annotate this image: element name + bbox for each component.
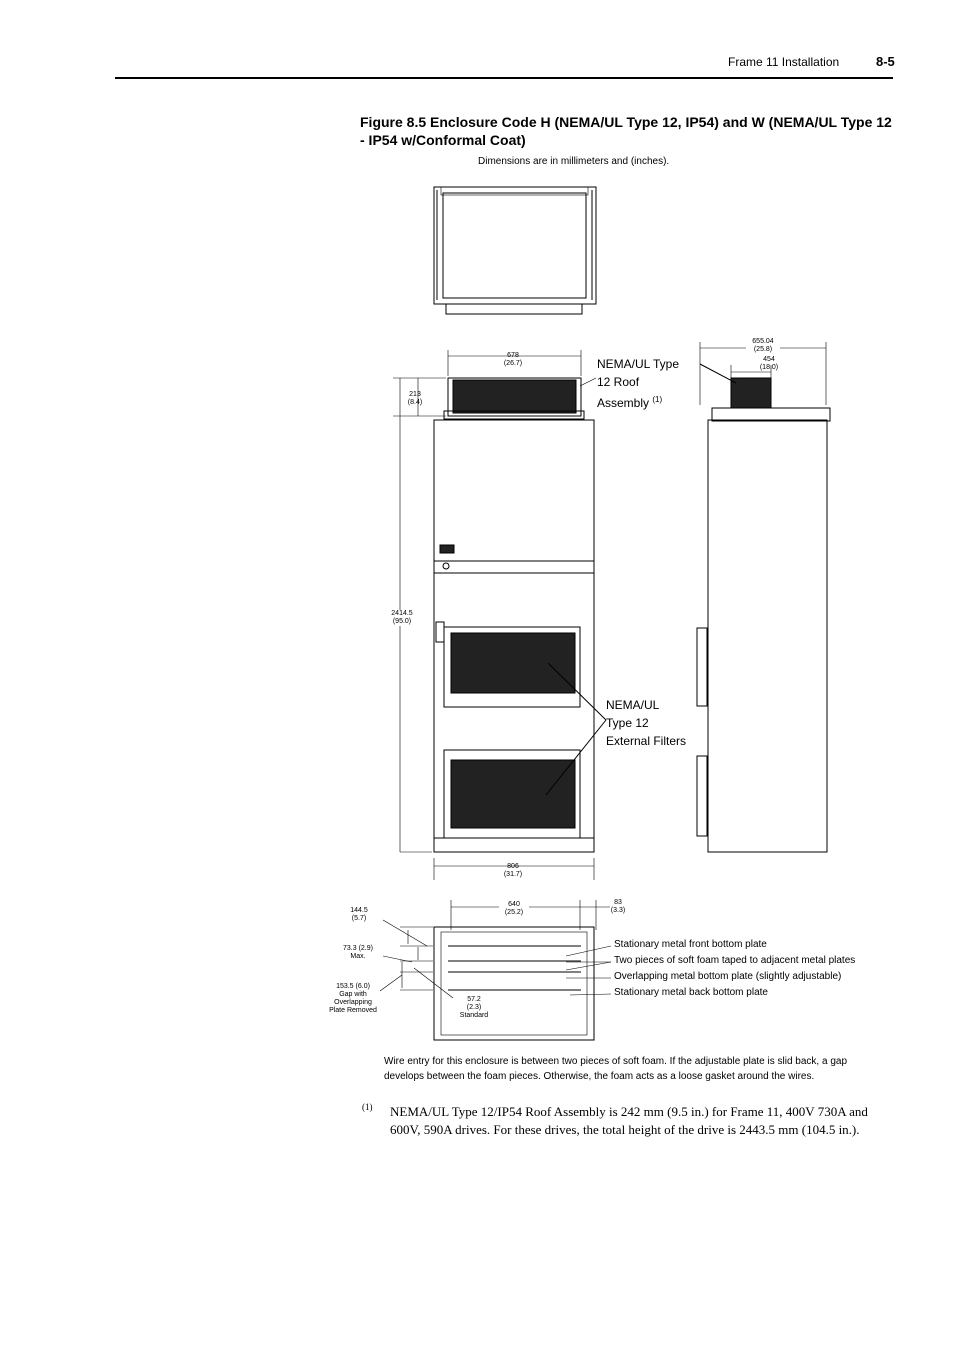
dim-gap-max: 73.3 (2.9) Max. [343, 945, 373, 960]
footnote-mark: (1) [362, 1102, 373, 1112]
bottom-view [434, 927, 594, 1040]
dim-top-width: 678 (26.7) [503, 352, 523, 367]
external-filters-label: NEMA/UL Type 12 External Filters [606, 698, 687, 748]
dim-front-plate: 144.5 (5.7) [350, 907, 368, 922]
plate-front-label: Stationary metal front bottom plate [614, 939, 767, 950]
dimension-note: Dimensions are in millimeters and (inches). [478, 156, 670, 167]
foam-label: Two pieces of soft foam taped to adjacent metal plates [614, 955, 856, 966]
header-page-number: 8-5 [876, 54, 895, 69]
front-body [434, 420, 606, 852]
plate-back-label: Stationary metal back bottom plate [614, 987, 768, 998]
dim-bottom-offset: 83 (3.3) [610, 899, 626, 914]
bottom-dimensions [380, 900, 611, 998]
dim-total-height: 2414.5 (95.0) [387, 610, 417, 626]
wire-entry-note: Wire entry for this enclosure is between two pieces of soft foam. If the adjustable plate is slid back, a gap develops between the foam pieces. Otherwise, the foam acts as a loose gasket around the wires. [384, 1056, 848, 1082]
dim-bottom-width: 640 (25.2) [499, 901, 529, 917]
dim-base-width: 806 (31.7) [503, 863, 523, 878]
plate-overlap-label: Overlapping metal bottom plate (slightly adjustable) [614, 971, 842, 982]
top-view [434, 187, 596, 314]
dim-gap-removed: 153.5 (6.0) Gap with Overlapping Plate Removed [329, 983, 377, 1014]
dim-roof-depth: 454 (18.0) [759, 356, 779, 371]
dim-side-width: 655.04 (25.8) [746, 338, 780, 354]
side-view [697, 364, 830, 852]
dim-standard: 57.2 (2.3) Standard [459, 996, 489, 1019]
figure-title: Figure 8.5 Enclosure Code H (NEMA/UL Type 12, IP54) and W (NEMA/UL Type 12 - IP54 w/Conformal Coat) [360, 114, 892, 148]
header-section: Frame 11 Installation [728, 55, 840, 69]
dim-roof-height: 213 (8.4) [407, 391, 423, 406]
footnote-text: NEMA/UL Type 12/IP54 Roof Assembly is 242 mm (9.5 in.) for Frame 11, 400V 730A and 600V, 590A drives. For these drives, the total height of the drive is 2443.5 mm (104.5 in.). [390, 1104, 868, 1137]
front-roof [444, 378, 584, 419]
roof-assembly-label: NEMA/UL Type 12 Roof Assembly $^{(1)}$ [597, 357, 680, 410]
